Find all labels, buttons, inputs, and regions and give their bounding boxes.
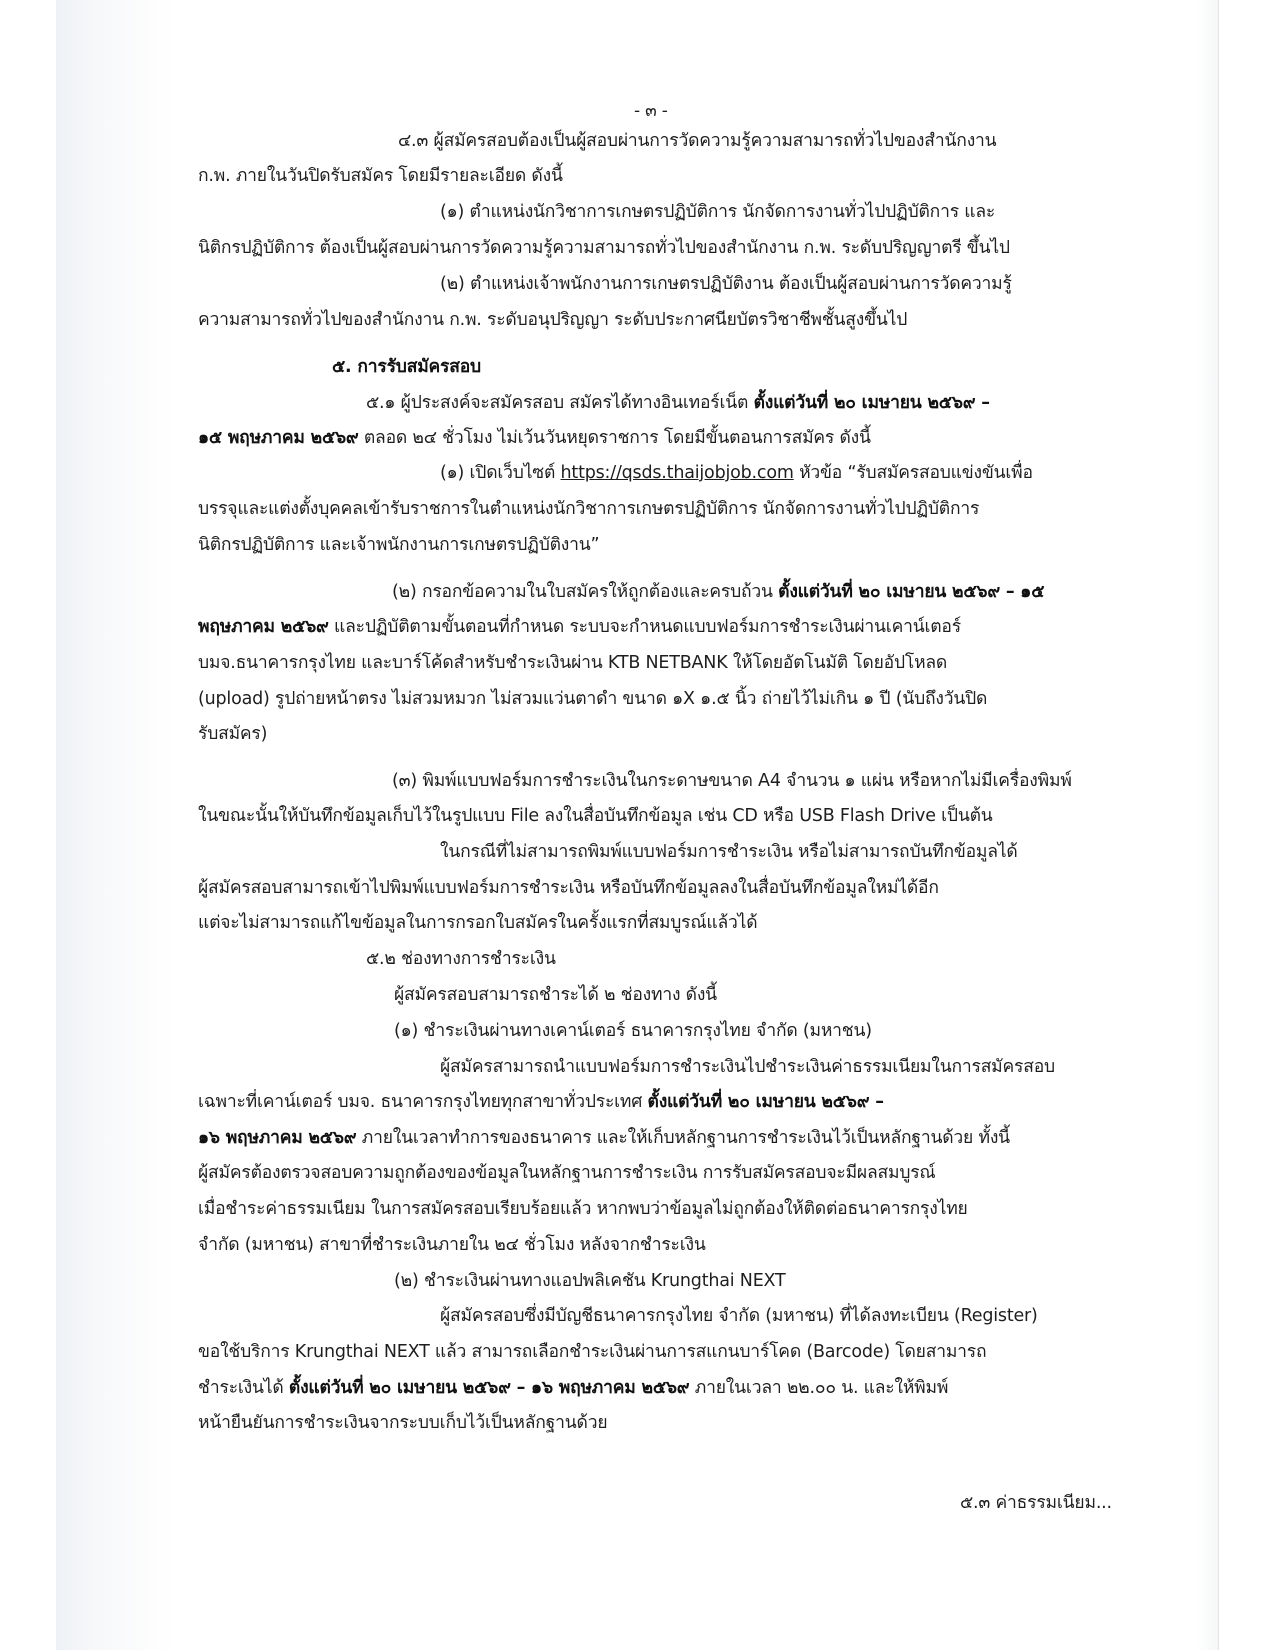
- text-segment: (๑) เปิดเว็บไซต์: [440, 463, 561, 483]
- text-segment: นิติกรปฏิบัติการ และเจ้าพนักงานการเกษตรปฏิบัติงาน”: [198, 535, 600, 555]
- website-link[interactable]: https://qsds.thaijobjob.com: [560, 463, 794, 483]
- text-line: [440, 271, 1012, 297]
- text-segment: ๔.๓ ผู้สมัครสอบต้องเป็นผู้สอบผ่านการวัดความรู้ความสามารถทั่วไปของสำนักงาน: [398, 131, 997, 151]
- text-line: [198, 235, 1010, 261]
- text-line: [198, 1125, 1010, 1151]
- text-segment: ก.พ. ภายในวันปิดรับสมัคร โดยมีรายละเอียด ดังนี้: [198, 166, 563, 186]
- bold-date-text: ตั้งแต่วันที่ ๒๐ เมษายน ๒๕๖๙ –: [753, 393, 990, 413]
- text-line: [440, 1054, 1055, 1080]
- scanned-document-page: [56, 0, 1218, 1650]
- text-segment: (๒) ชำระเงินผ่านทางแอปพลิเคชัน Krungthai NEXT: [394, 1271, 786, 1291]
- text-segment: หน้ายืนยันการชำระเงินจากระบบเก็บไว้เป็นหลักฐานด้วย: [198, 1413, 608, 1433]
- text-line: [198, 1375, 948, 1401]
- text-segment: ผู้สมัครสามารถนำแบบฟอร์มการชำระเงินไปชำระเงินค่าธรรมเนียมในการสมัครสอบ: [440, 1057, 1055, 1077]
- text-line: [198, 1410, 607, 1436]
- text-line: [440, 199, 995, 225]
- bold-date-text: ตั้งแต่วันที่ ๒๐ เมษายน ๒๕๖๙ –: [647, 1092, 884, 1112]
- text-segment: นิติกรปฏิบัติการ ต้องเป็นผู้สอบผ่านการวัดความรู้ความสามารถทั่วไปของสำนักงาน ก.พ. ระดับปริญญาตรี ขึ้นไป: [198, 238, 1010, 258]
- bold-date-text: ๑๕ พฤษภาคม ๒๕๖๙: [198, 428, 359, 448]
- text-segment: หัวข้อ “รับสมัครสอบแข่งขันเพื่อ: [793, 463, 1033, 483]
- text-line: [394, 1268, 786, 1294]
- text-segment: ชำระเงินได้: [198, 1378, 289, 1398]
- text-segment: รับสมัคร): [198, 724, 268, 744]
- text-segment: ตลอด ๒๔ ชั่วโมง ไม่เว้นวันหยุดราชการ โดยมีขั้นตอนการสมัคร ดังนี้: [358, 428, 871, 448]
- text-segment: ๕.๒ ช่องทางการชำระเงิน: [366, 949, 556, 969]
- text-segment: ผู้สมัครต้องตรวจสอบความถูกต้องของข้อมูลในหลักฐานการชำระเงิน การรับสมัครสอบจะมีผลสมบูรณ์: [198, 1163, 936, 1183]
- text-line: [198, 496, 979, 522]
- text-segment: (๓) พิมพ์แบบฟอร์มการชำระเงินในกระดาษขนาด A4 จำนวน ๑ แผ่น หรือหากไม่มีเครื่องพิมพ์: [392, 771, 1072, 791]
- text-line: [198, 1160, 935, 1186]
- bold-date-text: พฤษภาคม ๒๕๖๙: [198, 617, 329, 637]
- text-segment: ในกรณีที่ไม่สามารถพิมพ์แบบฟอร์มการชำระเงิน หรือไม่สามารถบันทึกข้อมูลได้: [440, 842, 1018, 862]
- text-segment: ผู้สมัครสอบสามารถชำระได้ ๒ ช่องทาง ดังนี้: [394, 985, 717, 1005]
- text-segment: ขอใช้บริการ Krungthai NEXT แล้ว สามารถเลือกชำระเงินผ่านการสแกนบาร์โคด (Barcode) โดยสามารถ: [198, 1342, 987, 1362]
- bold-date-text: ๕. การรับสมัครสอบ: [332, 357, 481, 377]
- text-line: [440, 460, 1033, 486]
- text-segment: ผู้สมัครสอบซึ่งมีบัญชีธนาคารกรุงไทย จำกัด (มหาชน) ที่ได้ลงทะเบียน (Register): [440, 1306, 1038, 1326]
- text-line: [198, 163, 563, 189]
- text-line: [198, 532, 599, 558]
- text-line: [198, 721, 267, 747]
- text-segment: และปฏิบัติตามขั้นตอนที่กำหนด ระบบจะกำหนดแบบฟอร์มการชำระเงินผ่านเคาน์เตอร์: [328, 617, 961, 637]
- text-line: [198, 1089, 884, 1115]
- bold-date-text: ๑๖ พฤษภาคม ๒๕๖๙: [198, 1128, 357, 1148]
- text-segment: ความสามารถทั่วไปของสำนักงาน ก.พ. ระดับอนุปริญญา ระดับประกาศนียบัตรวิชาชีพชั้นสูงขึ้นไป: [198, 310, 908, 330]
- text-line: [394, 982, 717, 1008]
- text-line: [440, 1303, 1038, 1329]
- text-segment: บมจ.ธนาคารกรุงไทย และบาร์โค้ดสำหรับชำระเงินผ่าน KTB NETBANK ให้โดยอัตโนมัติ โดยอัปโหลด: [198, 653, 948, 673]
- text-line: [198, 803, 993, 829]
- text-line: [198, 650, 947, 676]
- bold-date-text: ตั้งแต่วันที่ ๒๐ เมษายน ๒๕๖๙ – ๑๕: [778, 582, 1045, 602]
- text-line: [198, 307, 907, 333]
- text-segment: (๑) ชำระเงินผ่านทางเคาน์เตอร์ ธนาคารกรุงไทย จำกัด (มหาชน): [394, 1021, 872, 1041]
- text-segment: ภายในเวลา ๒๒.๐๐ น. และให้พิมพ์: [689, 1378, 949, 1398]
- text-line: [366, 390, 990, 416]
- text-line: [198, 425, 871, 451]
- text-line: [392, 768, 1072, 794]
- text-segment: บรรจุและแต่งตั้งบุคคลเข้ารับราชการในตำแหน่งนักวิชาการเกษตรปฏิบัติการ นักจัดการงานทั่วไปปฏิบัติการ: [198, 499, 980, 519]
- text-segment: (๒) ตำแหน่งเจ้าพนักงานการเกษตรปฏิบัติงาน ต้องเป็นผู้สอบผ่านการวัดความรู้: [440, 274, 1012, 294]
- text-segment: เฉพาะที่เคาน์เตอร์ บมจ. ธนาคารกรุงไทยทุกสาขาทั่วประเทศ: [198, 1092, 648, 1112]
- text-segment: จำกัด (มหาชน) สาขาที่ชำระเงินภายใน ๒๔ ชั่วโมง หลังจากชำระเงิน: [198, 1235, 706, 1255]
- text-line: [394, 1018, 872, 1044]
- text-segment: แต่จะไม่สามารถแก้ไขข้อมูลในการกรอกใบสมัครในครั้งแรกที่สมบูรณ์แล้วได้: [198, 913, 758, 933]
- text-line: [440, 839, 1018, 865]
- bold-date-text: ตั้งแต่วันที่ ๒๐ เมษายน ๒๕๖๙ – ๑๖ พฤษภาคม ๒๕๖๙: [288, 1378, 690, 1398]
- text-line: [392, 579, 1044, 605]
- continuation-text: ๕.๓ ค่าธรรมเนียม...: [960, 1493, 1112, 1513]
- text-segment: ภายในเวลาทำการของธนาคาร และให้เก็บหลักฐานการชำระเงินไว้เป็นหลักฐานด้วย ทั้งนี้: [356, 1128, 1010, 1148]
- text-line: [198, 1339, 986, 1365]
- text-segment: (๑) ตำแหน่งนักวิชาการเกษตรปฏิบัติการ นักจัดการงานทั่วไปปฏิบัติการ และ: [440, 202, 996, 222]
- page-number: - ๓ -: [634, 101, 668, 121]
- text-line: [198, 875, 939, 901]
- text-line: [198, 1196, 968, 1222]
- text-line: [198, 686, 987, 712]
- text-segment: (upload) รูปถ่ายหน้าตรง ไม่สวมหมวก ไม่สวมแว่นตาดำ ขนาด ๑X ๑.๕ นิ้ว ถ่ายไว้ไม่เกิน ๑ ปี (นับถึงวันปิด: [198, 689, 988, 709]
- text-line: [198, 614, 961, 640]
- text-segment: ในขณะนั้นให้บันทึกข้อมูลเก็บไว้ในรูปแบบ File ลงในสื่อบันทึกข้อมูล เช่น CD หรือ USB Flash Drive เป็นต้น: [198, 806, 993, 826]
- text-line: [398, 128, 996, 154]
- text-line: [198, 1232, 706, 1258]
- text-segment: (๒) กรอกข้อความในใบสมัครให้ถูกต้องและครบถ้วน: [392, 582, 779, 602]
- text-segment: ผู้สมัครสอบสามารถเข้าไปพิมพ์แบบฟอร์มการชำระเงิน หรือบันทึกข้อมูลลงในสื่อบันทึกข้อมูลใหม่ได้อีก: [198, 878, 939, 898]
- text-segment: เมื่อชำระค่าธรรมเนียม ในการสมัครสอบเรียบร้อยแล้ว หากพบว่าข้อมูลไม่ถูกต้องให้ติดต่อธนาคารกรุงไทย: [198, 1199, 968, 1219]
- section-heading: [332, 354, 481, 380]
- text-line: [366, 946, 556, 972]
- text-line: [198, 910, 757, 936]
- text-segment: ๕.๑ ผู้ประสงค์จะสมัครสอบ สมัครได้ทางอินเทอร์เน็ต: [366, 393, 754, 413]
